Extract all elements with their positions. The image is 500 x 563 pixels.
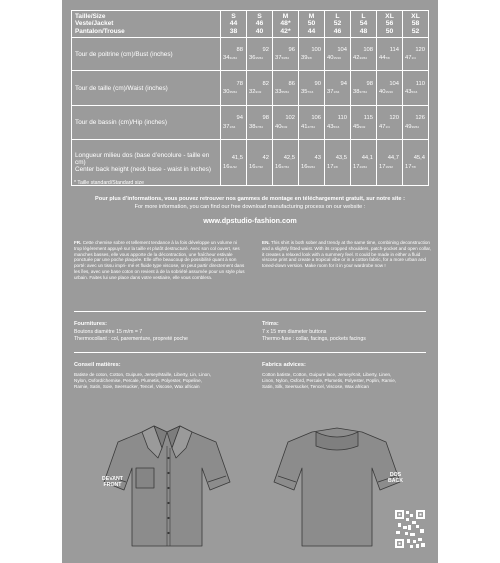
size-header-label: Veste/Jacket (75, 20, 114, 28)
back-label-fr: DOS (389, 472, 402, 478)
cm-value: 98 (366, 80, 373, 87)
measurement-cell (299, 140, 325, 186)
size-size: S (257, 13, 262, 20)
inch-value (273, 123, 298, 132)
inch-value (403, 163, 428, 172)
cm-value: 78 (236, 80, 243, 87)
inch-fraction: 7/16 (307, 90, 314, 95)
size-header-label: Pantalon/Trouse (75, 27, 125, 35)
measurement-cell (377, 140, 403, 186)
inch-value (325, 54, 350, 63)
inch-fraction: 7/8 (411, 164, 416, 169)
size-pantalon: 40 (255, 27, 264, 35)
size-column-header (403, 11, 429, 38)
inch-fraction: 17/32 (255, 164, 263, 169)
description-line: Make room for it in your wardrobe now ! (304, 263, 386, 269)
inch-value (377, 88, 402, 97)
measurement-label (72, 140, 221, 186)
cm-value: 82 (262, 80, 269, 87)
inch-fraction: 7/8 (385, 56, 390, 61)
description-line: une base coton on revient à de la sobriété assumée pour un style plus (101, 268, 245, 274)
measurement-cell (351, 71, 377, 106)
inch-whole: 16 (249, 163, 256, 170)
size-veste: 58 (411, 20, 420, 28)
measurement-row (72, 140, 429, 186)
inch-whole: 17 (379, 163, 386, 170)
size-veste: 48* (280, 20, 291, 28)
inch-value (273, 54, 298, 63)
cm-value: 120 (415, 46, 425, 53)
description-line: décontraction, une fraîcheur estivale ponctuée par une poche plaquée. (74, 251, 233, 263)
cm-value: 86 (288, 80, 295, 87)
cm-value: 110 (415, 80, 425, 87)
cm-value: 44,7 (387, 155, 399, 162)
inch-whole: 47 (379, 123, 386, 130)
cm-value: 94 (236, 115, 243, 122)
cm-value: 106 (311, 115, 321, 122)
description-line: Cette chemise sobre et tellement tendance à la fois développe un (82, 240, 216, 245)
info-fr: Pour plus d’informations, vous pouvez retrouver nos gammes de montage en téléchargement gratuit, sur notre site : (95, 196, 405, 202)
cm-value: 90 (314, 80, 321, 87)
description-en (262, 240, 432, 269)
measurement-cell (299, 38, 325, 71)
inch-value (377, 54, 402, 63)
measurement-cell (351, 38, 377, 71)
inch-fraction: 45/64 (229, 90, 237, 95)
fournitures-title: Fournitures: (74, 321, 107, 327)
fournitures-body (74, 329, 188, 342)
inch-value (247, 123, 272, 132)
inch-whole: 47 (405, 55, 412, 62)
description-line: mé et fluide type viscose, on peut partir directement dans les îles, avec (74, 263, 245, 274)
inch-fraction: 1/4 (411, 56, 416, 61)
measurement-cell (403, 71, 429, 106)
inch-fraction: 37/64 (359, 90, 367, 95)
inch-whole: 17 (327, 163, 334, 170)
inch-whole: 39 (301, 55, 308, 62)
inch-value (325, 88, 350, 97)
size-size: XL (411, 13, 420, 20)
measurement-row (72, 106, 429, 140)
measurement-cell (273, 38, 299, 71)
conseil-title: Conseil matières: (74, 362, 121, 368)
inch-value (247, 54, 272, 63)
measurement-cell (377, 38, 403, 71)
inch-value (325, 123, 350, 132)
inch-fraction: 55/64 (281, 90, 289, 95)
inch-value (299, 163, 324, 172)
inch-value (351, 123, 376, 132)
description-line: This shirt is both sober and trendy at the same time, combining (270, 240, 399, 245)
inch-whole: 16 (275, 163, 282, 170)
fr-tag: FR. (74, 240, 82, 245)
measurement-cell (403, 38, 429, 71)
size-veste: 52 (333, 20, 342, 28)
inch-fraction: 1/8 (333, 164, 338, 169)
cm-value: 108 (363, 46, 373, 53)
measurement-cell (273, 71, 299, 106)
front-label (102, 476, 123, 488)
size-column-header (377, 11, 403, 38)
inch-whole: 17 (405, 163, 412, 170)
trims-line: Thermo-fuse : collar, facings, pockets facings (262, 335, 366, 342)
measurement-cell (377, 106, 403, 140)
description-line: patch-pocket and open collar, it creates a relaxed look with a summery (262, 245, 432, 257)
measurement-label (72, 38, 221, 71)
measurement-cell (221, 106, 247, 140)
description-line: volume ni trop légèrement appuyé sur la taille et plutôt destructuré. (74, 240, 237, 251)
measurement-cell (325, 38, 351, 71)
inch-whole: 33 (275, 89, 282, 96)
size-header-row (72, 11, 429, 38)
inch-whole: 40 (379, 89, 386, 96)
trims-title: Trims: (262, 321, 279, 327)
size-column-header (247, 11, 273, 38)
inch-fraction: 5/32 (281, 124, 288, 129)
measurement-cell (325, 140, 351, 186)
size-size: M (282, 13, 289, 20)
measurement-cell (273, 140, 299, 186)
measurement-cell (351, 106, 377, 140)
inch-value (325, 163, 350, 172)
cm-value: 88 (236, 46, 243, 53)
inch-fraction: 1/4 (385, 124, 390, 129)
size-header-labels (72, 11, 221, 38)
measurement-cell (273, 106, 299, 140)
size-size: M (308, 13, 315, 20)
inch-value (299, 88, 324, 97)
measurement-label-fr: Tour de taille (cm)/Waist (inches) (75, 84, 168, 92)
measurement-cell (403, 106, 429, 140)
size-column-header (325, 11, 351, 38)
inch-value (299, 54, 324, 63)
inch-fraction: 9/32 (255, 90, 262, 95)
inch-fraction: 39/64 (411, 124, 419, 129)
measurement-cell (299, 106, 325, 140)
cm-value: 110 (337, 115, 347, 122)
measurement-cell (325, 106, 351, 140)
cm-value: 114 (389, 46, 399, 53)
inch-value (221, 54, 246, 63)
inch-whole: 41 (301, 123, 308, 130)
trims-line: 7 x 15 mm diameter buttons (262, 329, 327, 335)
size-veste: 46 (255, 20, 264, 28)
inch-value (377, 123, 402, 132)
inch-fraction: 1/64 (333, 90, 340, 95)
cm-value: 44,1 (361, 155, 373, 162)
inch-fraction: 19/32 (385, 164, 393, 169)
inch-value (247, 88, 272, 97)
inch-value (403, 54, 428, 63)
inch-value (351, 88, 376, 97)
inch-whole: 45 (353, 123, 360, 130)
en-tag: EN. (262, 240, 270, 245)
website-link[interactable]: www.dpstudio-fashion.com (203, 216, 297, 225)
inch-fraction: 5/16 (411, 90, 418, 95)
shirt-back-drawing (272, 418, 402, 553)
conseil-body (74, 372, 211, 390)
back-label (388, 472, 403, 484)
inch-value (377, 163, 402, 172)
tech-sheet-panel (62, 0, 438, 563)
measurement-cell (247, 38, 273, 71)
size-size: L (361, 13, 366, 20)
inch-fraction: 11/32 (229, 164, 237, 169)
measurement-cell (221, 71, 247, 106)
measurement-label-fr: Tour de bassin (cm)/Hip (inches) (75, 119, 167, 127)
front-label-en: FRONT (103, 482, 122, 489)
measurement-label (72, 106, 221, 140)
inch-fraction: 1/64 (229, 124, 236, 129)
inch-whole: 16 (223, 163, 230, 170)
description-line: urbain. Faites lui une place dans votre vestiaire, elle vous comblera. (74, 274, 213, 280)
fournitures-line: Thermocollant : col, parementure, propreté poche (74, 335, 188, 342)
inch-whole: 37 (327, 89, 334, 96)
size-column-header (351, 11, 377, 38)
inch-whole: 32 (249, 89, 256, 96)
inch-value (221, 163, 246, 172)
size-size: XL (385, 13, 394, 20)
inch-value (273, 88, 298, 97)
cm-value: 92 (262, 46, 269, 53)
cm-value: 42 (262, 155, 269, 162)
inch-whole: 35 (301, 89, 308, 96)
inch-whole: 44 (379, 55, 386, 62)
description-line: feel. It could be made in either a fluid viscose print and create a tropical (262, 251, 421, 263)
measurement-cell (325, 71, 351, 106)
inch-fraction: 37/64 (255, 124, 263, 129)
fabrics-line: Linon, Nylon, Oxford, Percale, Plumetis, Polyester, Poplin, Ramie, (262, 378, 397, 383)
divider (74, 352, 426, 353)
qr-code-icon[interactable] (394, 509, 426, 549)
inch-value (221, 88, 246, 97)
inch-fraction: 47/64 (307, 124, 315, 129)
inch-whole: 17 (353, 163, 360, 170)
size-size: L (335, 13, 340, 20)
inch-fraction: 41/64 (229, 56, 237, 61)
inch-fraction: 23/64 (359, 164, 367, 169)
cm-value: 115 (363, 115, 373, 122)
size-veste: 50 (307, 20, 316, 28)
inch-whole: 37 (275, 55, 282, 62)
inch-whole: 42 (353, 55, 360, 62)
size-table (71, 10, 429, 186)
measurement-cell (247, 106, 273, 140)
cm-value: 45,4 (413, 155, 425, 162)
size-header-label: Taille/Size (75, 13, 106, 20)
inch-fraction: 15/16 (385, 90, 393, 95)
fabrics-title: Fabrics advices: (262, 362, 306, 368)
trims-body (262, 329, 366, 342)
cm-value: 43 (314, 155, 321, 162)
inch-fraction: 59/64 (307, 164, 315, 169)
measurement-row (72, 38, 429, 71)
inch-fraction: 9/32 (359, 124, 366, 129)
size-column-header (299, 11, 325, 38)
cm-value: 43,5 (335, 155, 347, 162)
inch-fraction: 3/8 (307, 56, 312, 61)
measurement-label-fr: Longueur milieu dos (base d’encolure - taille en cm) (75, 151, 210, 167)
inch-whole: 43 (327, 123, 334, 130)
size-size: S (231, 13, 236, 20)
measurement-label (72, 71, 221, 106)
size-pantalon: 50 (385, 27, 394, 35)
inch-whole: 36 (249, 55, 256, 62)
standard-size-note: * Taille standard/Standard size (74, 180, 144, 186)
inch-value (351, 163, 376, 172)
inch-fraction: 5/16 (333, 124, 340, 129)
inch-value (351, 54, 376, 63)
cm-value: 126 (415, 115, 425, 122)
measurement-cell (247, 140, 273, 186)
inch-fraction: 47/64 (281, 164, 289, 169)
cm-value: 102 (285, 115, 295, 122)
cm-value: 96 (288, 46, 295, 53)
inch-value (247, 163, 272, 172)
cm-value: 100 (311, 46, 321, 53)
cm-value: 94 (340, 80, 347, 87)
measurement-row (72, 71, 429, 106)
cm-value: 98 (262, 115, 269, 122)
inch-value (403, 123, 428, 132)
size-pantalon: 52 (411, 27, 420, 35)
description-fr (74, 240, 246, 281)
inch-fraction: 15/16 (333, 56, 341, 61)
size-pantalon: 42* (280, 27, 291, 35)
size-veste: 56 (385, 20, 394, 28)
conseil-line: Batiste de coton, Cotton, Guipure, Jersey/Maille, Liberty, Lin, Linon, (74, 372, 212, 377)
conseil-line: Nylon, Oxford/chemise, Percale, Plumetis, Polyester, Popeline, (74, 378, 202, 383)
measurement-label-en: Center back height (neck base - waist in inches) (75, 166, 212, 174)
fabrics-line: Satin, Silk, Seersucker, Tencel, Viscose, Wax african (262, 384, 369, 389)
size-pantalon: 46 (333, 27, 342, 35)
fournitures-line: Boutons diamètre 15 m/m = 7 (74, 329, 143, 335)
size-veste: 44 (229, 20, 238, 28)
inch-whole: 34 (223, 55, 230, 62)
front-label-fr: DEVANT (102, 476, 123, 482)
inch-whole: 40 (275, 123, 282, 130)
inch-value (221, 123, 246, 132)
inch-whole: 16 (301, 163, 308, 170)
size-column-header (221, 11, 247, 38)
fabrics-line: Cotton batiste, Cotton, Guipure lace, Jersey/Knit, Liberty, Linen, (262, 372, 392, 377)
cm-value: 104 (337, 46, 347, 53)
inch-whole: 49 (405, 123, 412, 130)
conseil-line: Ramie, Satin, Soie, Seersucker, Tencel, Viscose, Wax africain (74, 384, 200, 389)
measurement-cell (221, 38, 247, 71)
cm-value: 104 (389, 80, 399, 87)
measurement-cell (299, 71, 325, 106)
measurement-label-fr: Tour de poitrine (cm)/Bust (inches) (75, 50, 173, 58)
size-column-header (273, 11, 299, 38)
inch-whole: 40 (327, 55, 334, 62)
inch-value (273, 163, 298, 172)
cm-value: 120 (389, 115, 399, 122)
cm-value: 41,5 (231, 155, 243, 162)
inch-whole: 30 (223, 89, 230, 96)
measurement-cell (247, 71, 273, 106)
measurement-cell (351, 140, 377, 186)
description-line: vibe or in a cotton fabric, for a more urban and toned-down version. (262, 257, 426, 269)
inch-whole: 37 (223, 123, 230, 130)
cm-value: 42,5 (283, 155, 295, 162)
measurement-cell (377, 71, 403, 106)
inch-value (299, 123, 324, 132)
divider (74, 311, 426, 312)
inch-fraction: 53/64 (281, 56, 289, 61)
inch-whole: 38 (249, 123, 256, 130)
size-pantalon: 44 (307, 27, 316, 35)
inch-whole: 43 (405, 89, 412, 96)
back-label-en: BACK (388, 478, 403, 485)
size-pantalon: 38 (229, 27, 238, 35)
size-pantalon: 48 (359, 27, 368, 35)
measurement-cell (221, 140, 247, 186)
inch-fraction: 15/64 (255, 56, 263, 61)
description-line: deconstruction and a slightly fitted waist. With its cropped shoulders, (262, 240, 430, 251)
inch-fraction: 33/64 (359, 56, 367, 61)
info-en: For more information, you can find our free download manufacturing process on our website : (134, 204, 366, 210)
size-veste: 54 (359, 20, 368, 28)
description-line: Elle offre beaucoup de possibilité quant à son porté: avec un tissu impri- (74, 257, 237, 269)
measurement-cell (403, 140, 429, 186)
inch-value (403, 88, 428, 97)
fabrics-body (262, 372, 396, 390)
description-line: Avec son col ouvert, ses manches basses, elle vous apporte de la (74, 245, 240, 257)
inch-whole: 38 (353, 89, 360, 96)
